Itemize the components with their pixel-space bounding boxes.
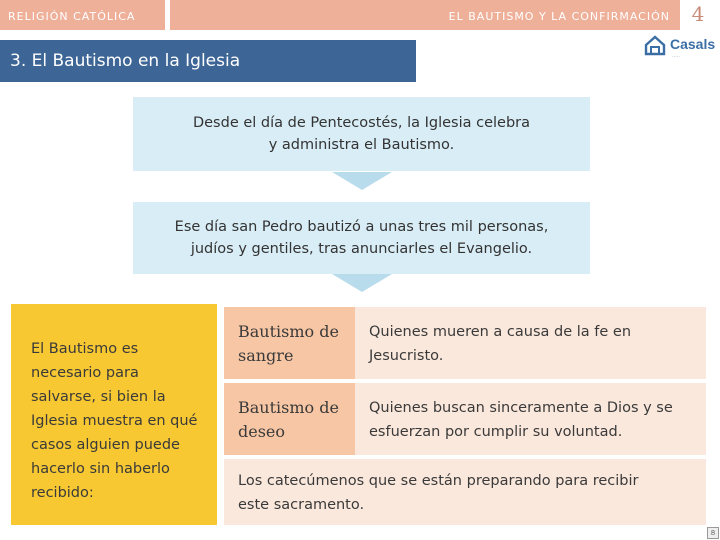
down-arrow-icon xyxy=(332,172,392,190)
baptism-type-label xyxy=(224,383,355,455)
baptism-type-label-text: Bautismo de deseo xyxy=(238,398,339,441)
baptism-type-label xyxy=(224,307,355,379)
house-icon xyxy=(644,34,666,56)
logo-wordmark: Casals xyxy=(670,36,716,52)
flow-box-text-line: Ese día san Pedro bautizó a unas tres mil personas, xyxy=(174,219,549,235)
header-unit-bar xyxy=(170,0,680,30)
catechumens-text: Los catecúmenos que se están preparando para recibir este sacramento. xyxy=(238,473,639,513)
flow-box-pentecost xyxy=(133,97,590,171)
subject-label: RELIGIÓN CATÓLICA xyxy=(8,10,136,23)
slide-nav-icon[interactable]: 8 xyxy=(707,527,719,539)
baptism-type-description xyxy=(355,307,706,379)
baptism-type-description-text: Quienes mueren a causa de la fe en Jesucristo. xyxy=(369,324,632,364)
baptism-type-description-text: Quienes buscan sinceramente a Dios y se esfuerzan por cumplir su voluntad. xyxy=(369,400,673,440)
catechumens-box xyxy=(224,459,706,525)
page-number: 4 xyxy=(691,2,705,26)
flow-box-text-line: Desde el día de Pentecostés, la Iglesia celebra xyxy=(192,115,531,131)
necessity-note-text: El Bautismo es necesario para salvarse, si bien la Iglesia muestra en qué casos alguien puede hacerlo sin haberlo recibido: xyxy=(31,341,198,501)
down-arrow-icon xyxy=(332,274,392,292)
baptism-type-description xyxy=(355,383,706,455)
baptism-type-label-text: Bautismo de sangre xyxy=(238,322,339,365)
logo-sub: ····· xyxy=(672,54,680,60)
section-title: 3. El Bautismo en la Iglesia xyxy=(10,51,241,71)
header-subject-bar xyxy=(0,0,165,30)
flow-box-peter xyxy=(133,202,590,274)
flow-box-text-line: y administra el Bautismo. xyxy=(268,137,455,153)
flow-box-text-line: judíos y gentiles, tras anunciarles el Evangelio. xyxy=(190,241,533,257)
publisher-logo xyxy=(640,32,718,64)
necessity-note-box xyxy=(11,304,217,525)
section-title-bar xyxy=(0,40,416,82)
unit-label: EL BAUTISMO Y LA CONFIRMACIÓN xyxy=(448,10,670,23)
